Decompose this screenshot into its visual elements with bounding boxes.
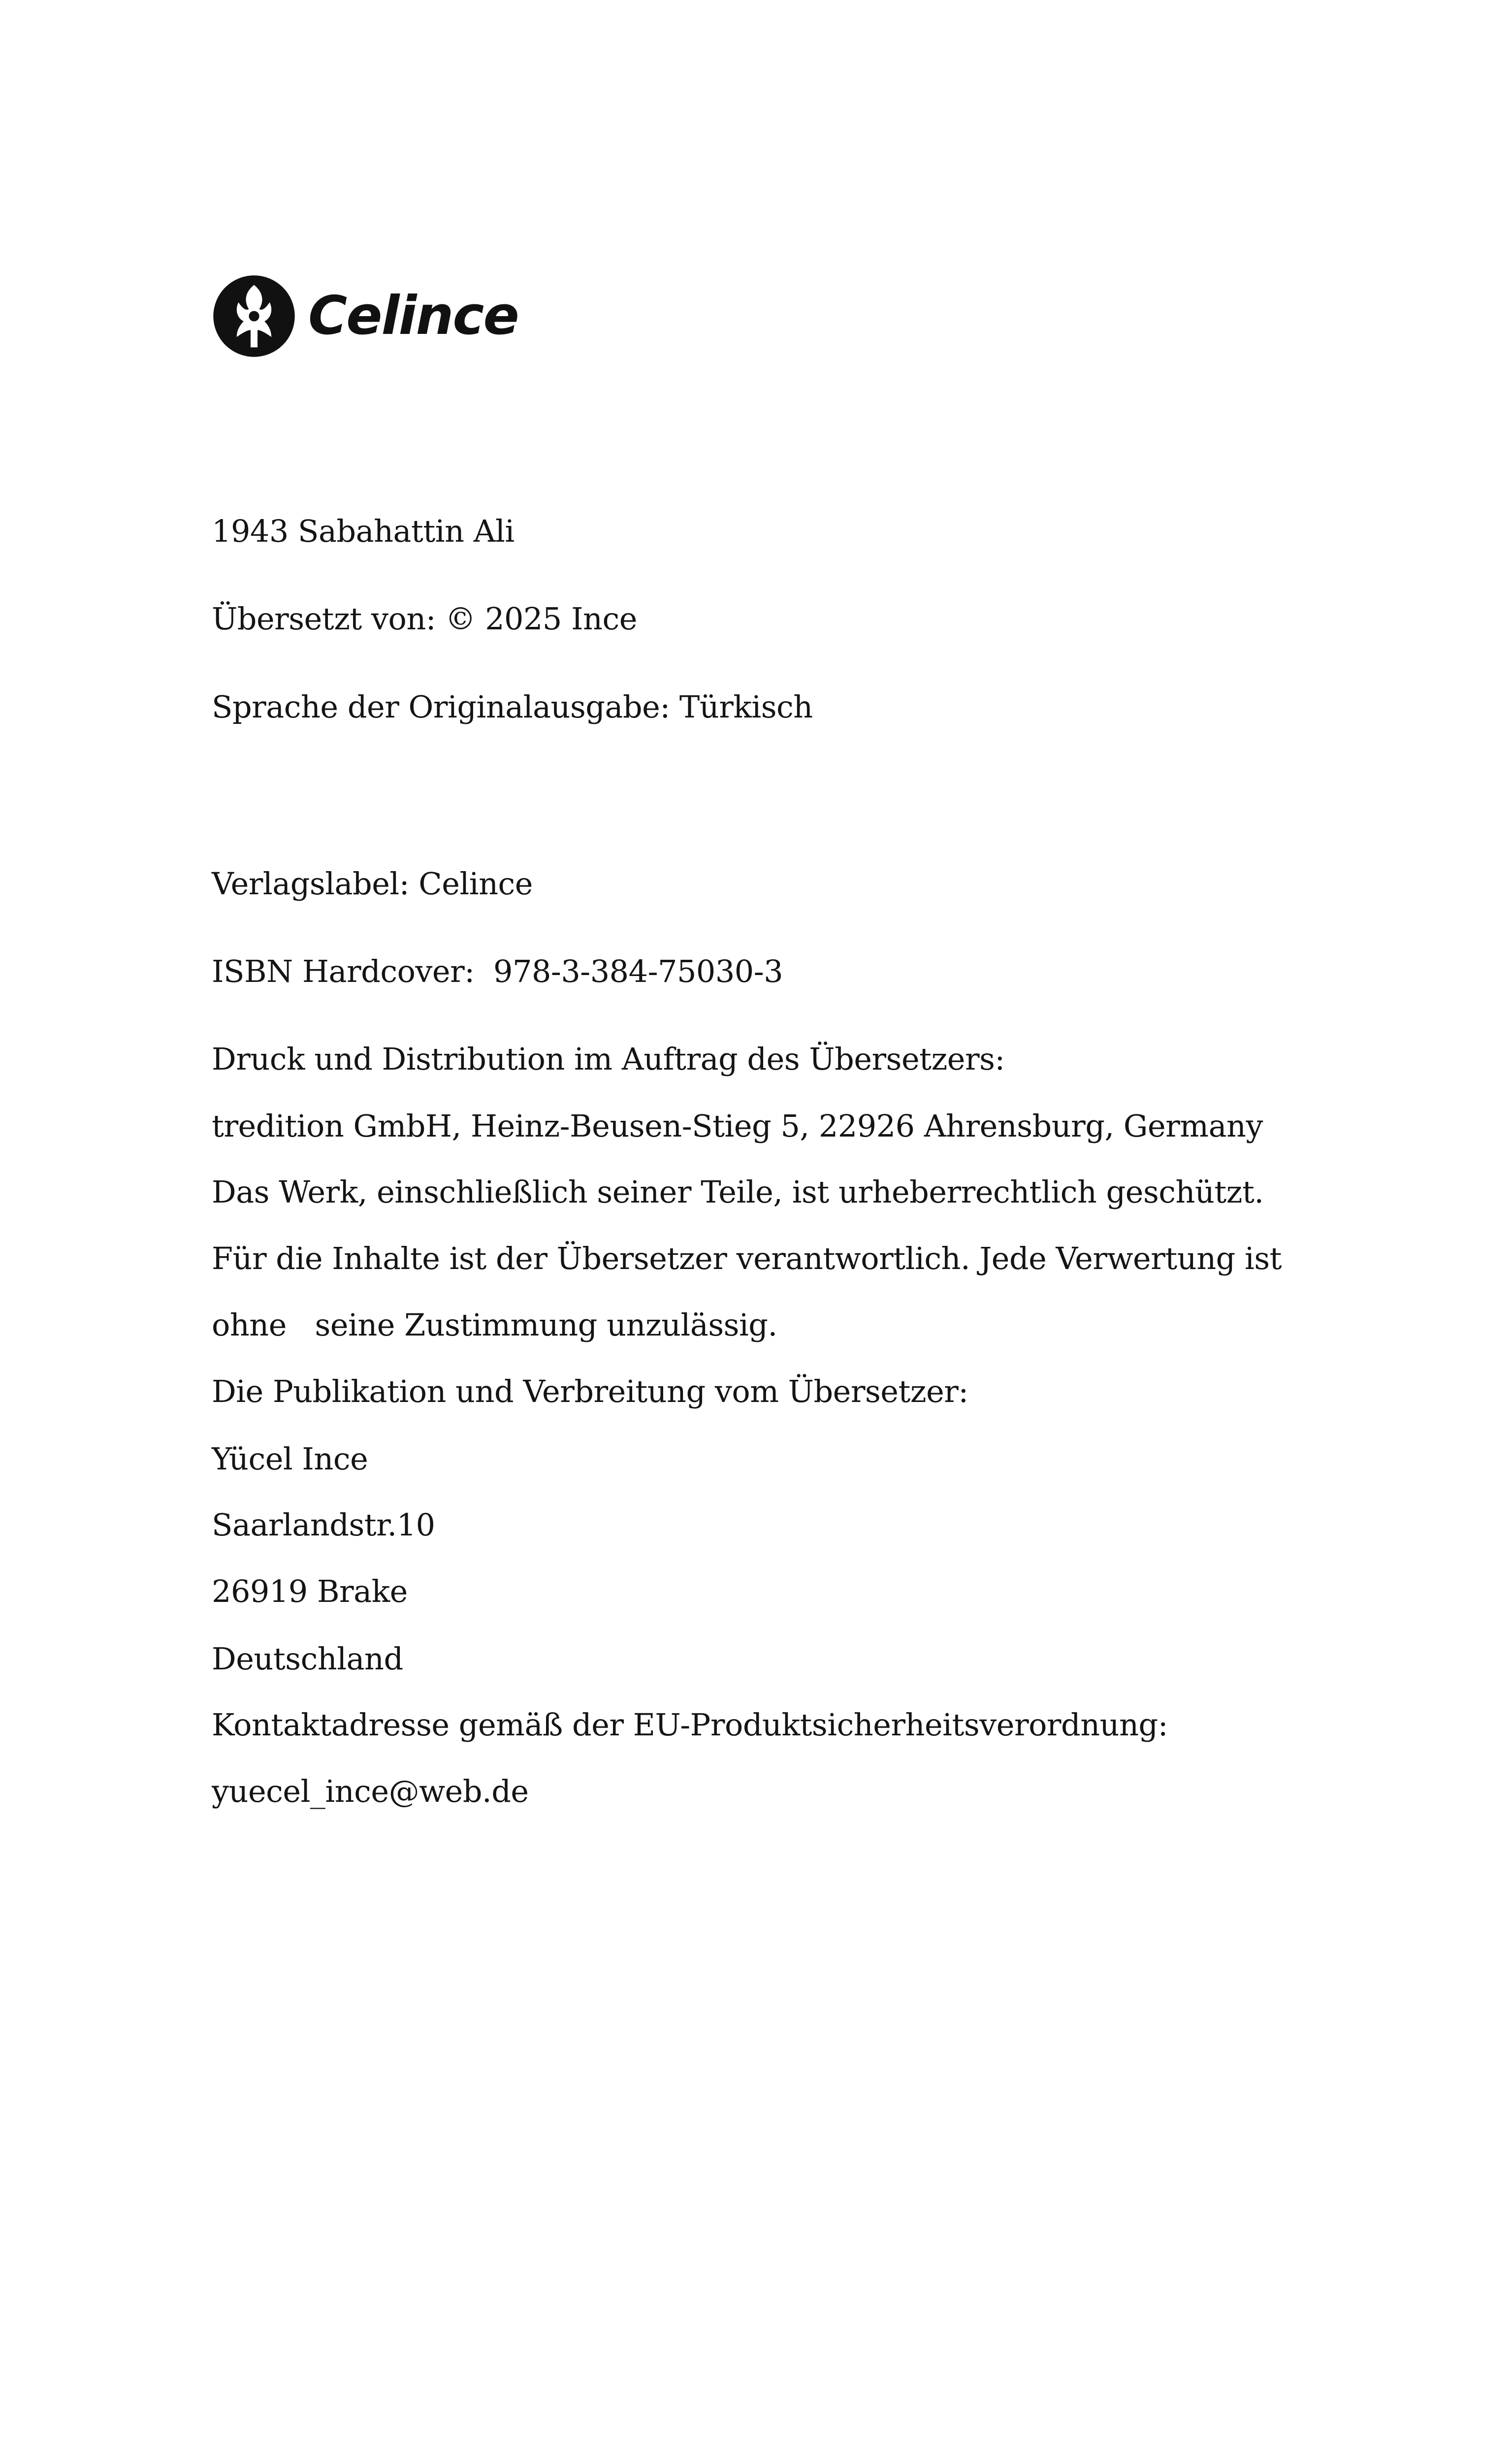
publisher-logo [211,270,518,362]
street-address: Saarlandstr.10 [212,1507,435,1543]
imprint-line: tredition GmbH, Heinz-Beusen-Stieg 5, 22926 Ahrensburg, Germany [212,1108,1263,1144]
publisher-label-line: Verlagslabel: Celince [212,866,533,902]
contact-email: yuecel_ince@web.de [212,1773,529,1809]
original-language-line: Sprache der Originalausgabe: Türkisch [212,689,813,725]
imprint-line: Druck und Distribution im Auftrag des Übersetzers: [212,1041,1005,1077]
imprint-line: Die Publikation und Verbreitung vom Übersetzer: [212,1373,968,1409]
author-line: 1943 Sabahattin Ali [212,513,515,549]
publisher-name: Celince [308,285,518,347]
country: Deutschland [212,1641,403,1677]
isbn-line: ISBN Hardcover: 978-3-384-75030-3 [212,953,783,989]
contact-heading: Kontaktadresse gemäß der EU-Produktsicherheitsverordnung: [212,1707,1168,1743]
imprint-line: Das Werk, einschließlich seiner Teile, ist urheberrechtlich geschützt. [212,1174,1264,1210]
imprint-line: ohne seine Zustimmung unzulässig. [212,1307,777,1343]
celince-emblem-icon [211,273,297,359]
translator-line: Übersetzt von: © 2025 Ince [212,601,637,637]
translator-name: Yücel Ince [212,1441,368,1477]
imprint-line: Für die Inhalte ist der Übersetzer verantwortlich. Jede Verwertung ist [212,1240,1282,1276]
postal-city: 26919 Brake [212,1573,408,1609]
